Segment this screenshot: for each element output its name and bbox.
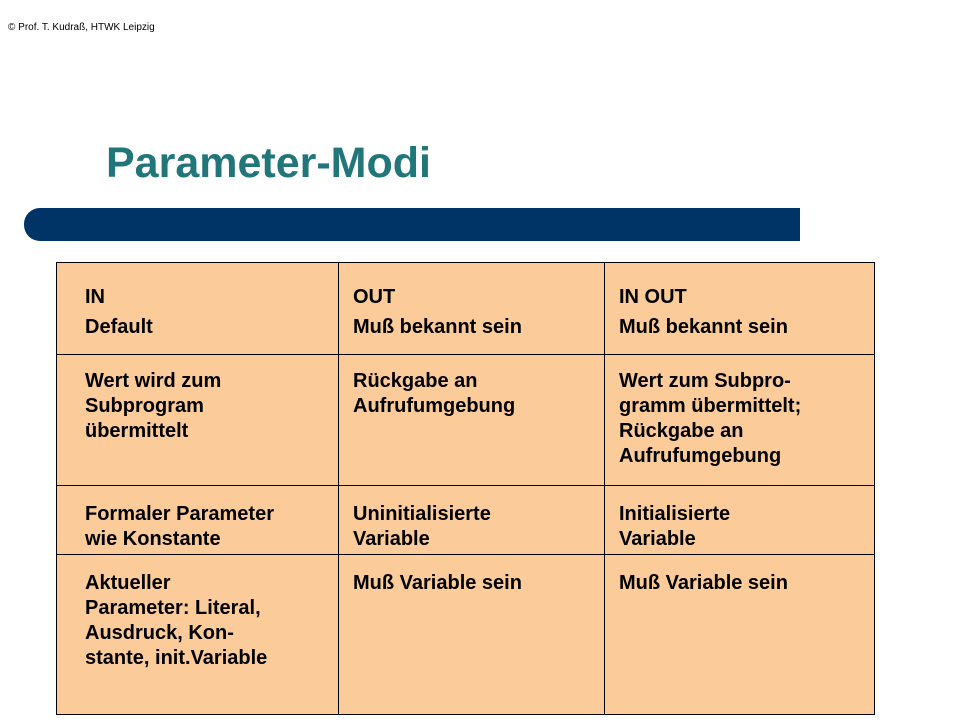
table-cell: Wert zum Subpro- gramm übermittelt; Rückgabe an Aufrufumgebung (605, 355, 875, 486)
table-cell: Aktueller Parameter: Literal, Ausdruck, Kon- stante, init.Variable (57, 555, 339, 715)
table-cell: Formaler Parameter wie Konstante (57, 486, 339, 555)
table-cell: Uninitialisierte Variable (339, 486, 605, 555)
table-cell: Wert wird zum Subprogram übermittelt (57, 355, 339, 486)
table-cell: Muß Variable sein (605, 555, 875, 715)
table-cell: Default (57, 311, 339, 355)
copyright-note: © Prof. T. Kudraß, HTWK Leipzig (8, 22, 155, 33)
table-cell: Initialisierte Variable (605, 486, 875, 555)
parameter-modes-table (56, 262, 875, 715)
table-row-transfer (57, 355, 875, 486)
title-underline-bar (24, 208, 800, 241)
table-cell: IN OUT (605, 263, 875, 311)
table-cell: Muß bekannt sein (339, 311, 605, 355)
table-row-default (57, 311, 875, 355)
table-cell: IN (57, 263, 339, 311)
slide-title: Parameter-Modi (106, 139, 431, 187)
table-cell: Muß bekannt sein (605, 311, 875, 355)
table-cell: Muß Variable sein (339, 555, 605, 715)
table-row-formal (57, 486, 875, 555)
table-cell: OUT (339, 263, 605, 311)
table-row-actual (57, 555, 875, 715)
table-row-header (57, 263, 875, 311)
table-cell: Rückgabe an Aufrufumgebung (339, 355, 605, 486)
